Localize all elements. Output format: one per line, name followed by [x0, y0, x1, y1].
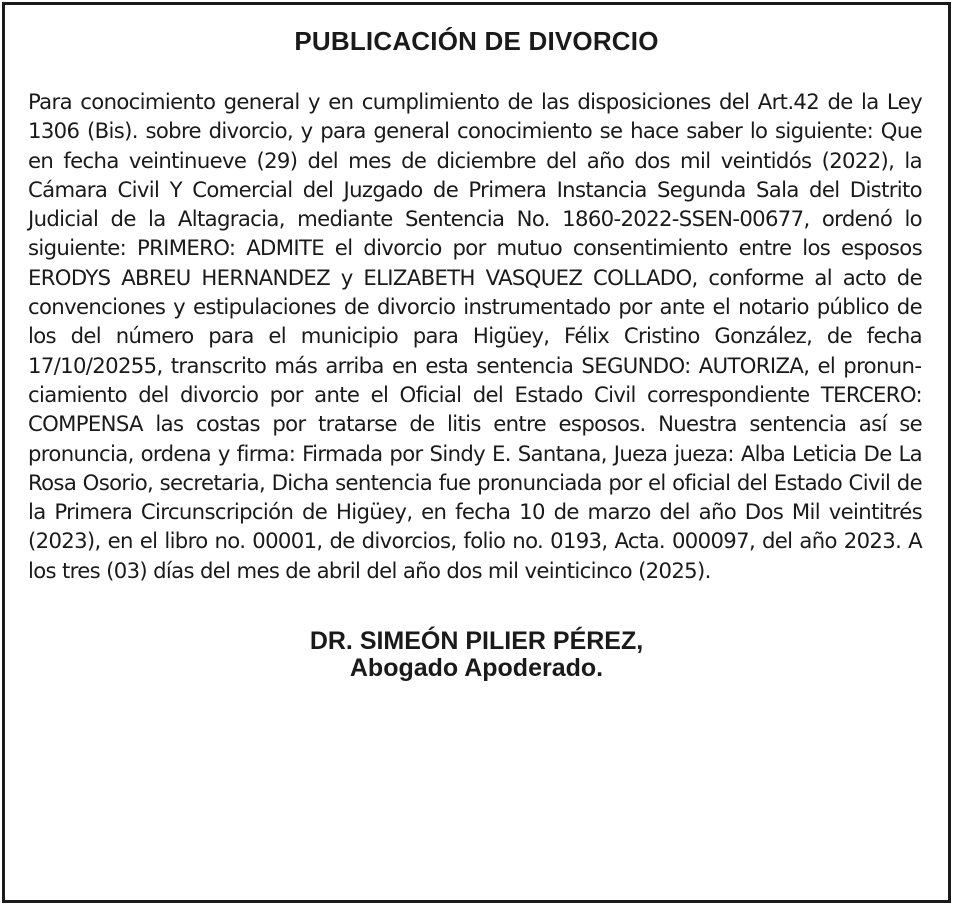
signature-name: DR. SIMEÓN PILIER PÉREZ, [309, 627, 644, 656]
notice-title: PUBLICACIÓN DE DIVORCIO [294, 26, 659, 56]
publication-notice-box [2, 2, 951, 903]
notice-body-text: Para conocimiento general y en cumplimiento de las disposiciones del Art.42 de la Ley 1306 (Bis). sobre divorcio, y para general conocimiento se hace saber lo siguiente: Que en fecha veintinueve (29) del mes de diciembre del año dos mil veintidós (2022), la Cámara Civil Y Comercial del Juzgado de Primera Instancia Segunda Sala del Distrito Judicial de la Altagracia, mediante Sentencia No. 1860-2022-SSEN-00677, ordenó lo siguiente: PRIMERO: ADMITE el divorcio por mutuo consentimiento entre los esposos ERODYS ABREU HERNANDEZ y ELIZABETH VASQUEZ COLLADO, conforme al acto de convenciones y estipulaciones de divorcio instrumentado por ante el notario público de los del número para el municipio para Higüey, Félix Cristino González, de fecha 17/10/20255, transcrito más arriba en esta sentencia SEGUNDO: AUTORIZA, el pronunciamiento del divorcio por ante el Oficial del Estado Civil correspondiente TERCERO: COMPENSA las costas por tratarse de litis entre esposos. Nuestra sentencia así se pronuncia, ordena y firma: Firmada por Sindy E. Santana, Jueza jueza: Alba Leticia De La Rosa Osorio, secretaria, Dicha sentencia fue pronunciada por el oficial del Estado Civil de la Primera Circunscripción de Higüey, en fecha 10 de marzo del año Dos Mil veintitrés (2023), en el libro no. 00001, de divorcios, folio no. 0193, Acta. 000097, del año 2023. A los tres (03) días del mes de abril del año dos mil veinticinco (2025). [28, 89, 922, 583]
signature-block [5, 628, 948, 682]
signature-role: Abogado Apoderado. [349, 654, 604, 683]
